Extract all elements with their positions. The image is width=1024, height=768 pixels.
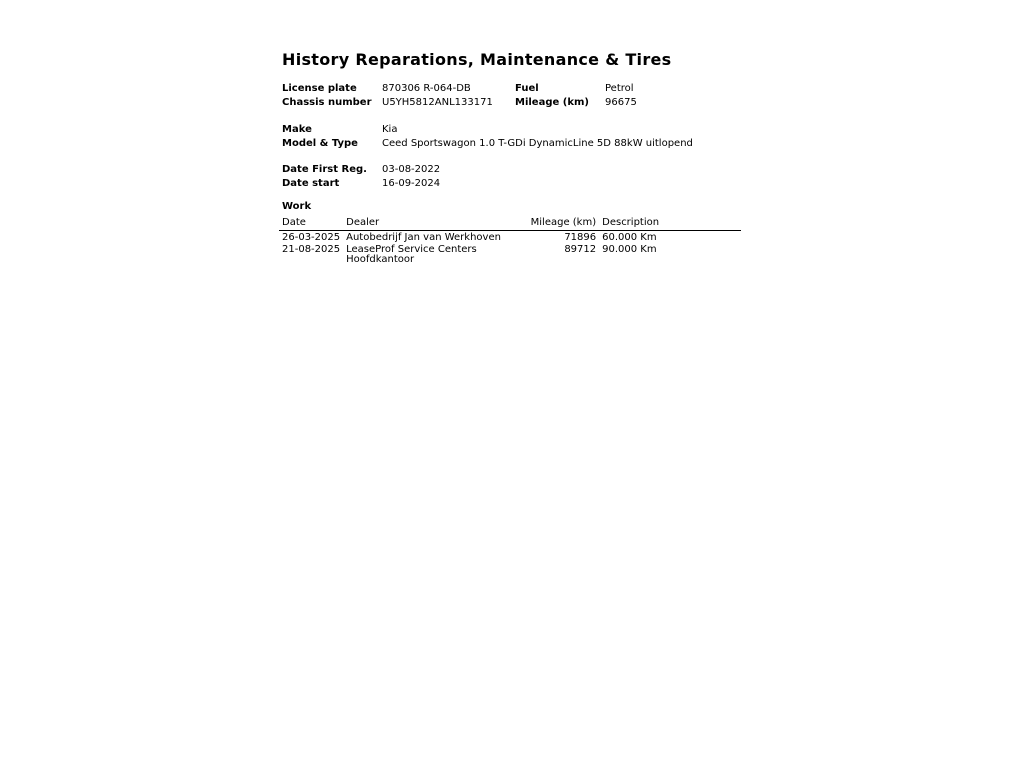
chassis-label: Chassis number: [282, 97, 372, 108]
license-plate-label: License plate: [282, 83, 357, 94]
row-date: 21-08-2025: [282, 244, 341, 255]
chassis-value: U5YH5812ANL133171: [382, 97, 493, 108]
row-description: 90.000 Km: [602, 244, 657, 255]
fuel-value: Petrol: [605, 83, 634, 94]
mileage-value: 96675: [605, 97, 637, 108]
model-label: Model & Type: [282, 138, 358, 149]
row-dealer: LeaseProf Service Centers: [346, 244, 477, 255]
date-start-value: 16-09-2024: [382, 178, 441, 189]
row-date: 26-03-2025: [282, 232, 341, 243]
fuel-label: Fuel: [515, 83, 539, 94]
row-spacer: [514, 231, 528, 244]
row-dealer: Autobedrijf Jan van Werkhoven: [346, 232, 501, 243]
make-value: Kia: [382, 124, 398, 135]
work-table: [279, 217, 741, 265]
row-mileage: 89712: [564, 244, 597, 255]
column-header-spacer: [514, 217, 528, 231]
first-reg-value: 03-08-2022: [382, 164, 441, 175]
page-title: History Reparations, Maintenance & Tires: [282, 50, 672, 69]
model-value: Ceed Sportswagon 1.0 T-GDi DynamicLine 5D 88kW uitlopend: [382, 138, 693, 149]
row-dealer-line2: Hoofdkantoor: [346, 254, 415, 265]
column-header-description: Description: [599, 217, 741, 231]
date-start-label: Date start: [282, 178, 340, 189]
column-header-dealer: Dealer: [343, 217, 514, 231]
row-spacer: [514, 243, 528, 265]
make-label: Make: [282, 124, 312, 135]
row-mileage: 71896: [564, 232, 597, 243]
work-table-header: [279, 217, 741, 231]
table-row: [279, 243, 741, 265]
column-header-mileage: Mileage (km): [528, 217, 599, 231]
row-dealer-cell: [343, 243, 514, 265]
column-header-date: Date: [279, 217, 343, 231]
mileage-label: Mileage (km): [515, 97, 589, 108]
first-reg-label: Date First Reg.: [282, 164, 367, 175]
row-description: 60.000 Km: [602, 232, 657, 243]
work-heading: Work: [282, 201, 312, 212]
license-plate-value: 870306 R-064-DB: [382, 83, 471, 94]
table-row: [279, 231, 741, 244]
